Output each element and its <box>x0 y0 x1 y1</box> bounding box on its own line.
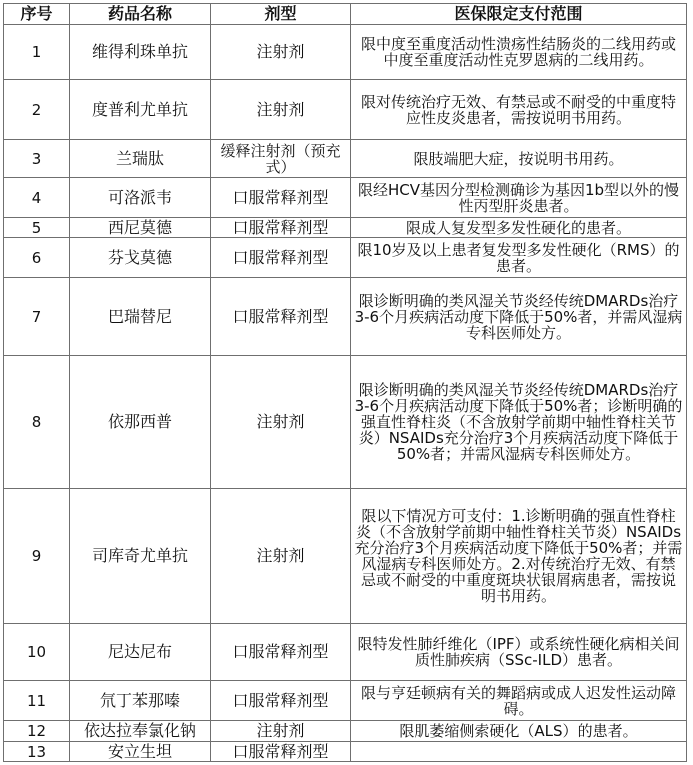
reimbursement-scope <box>351 742 687 762</box>
drug-name: 芬戈莫德 <box>70 238 211 278</box>
reimbursement-scope: 限肢端肥大症，按说明书用药。 <box>351 140 687 178</box>
row-index: 9 <box>4 489 70 624</box>
row-index: 4 <box>4 178 70 218</box>
drug-name: 维得利珠单抗 <box>70 25 211 80</box>
row-index: 8 <box>4 356 70 489</box>
reimbursement-scope: 限与亨廷顿病有关的舞蹈病或成人迟发性运动障碍。 <box>351 681 687 721</box>
table-row <box>4 278 687 356</box>
table-row <box>4 178 687 218</box>
drug-name: 氘丁苯那嗪 <box>70 681 211 721</box>
reimbursement-scope: 限成人复发型多发性硬化的患者。 <box>351 218 687 238</box>
reimbursement-scope: 限对传统治疗无效、有禁忌或不耐受的中重度特应性皮炎患者，需按说明书用药。 <box>351 80 687 140</box>
drug-reimbursement-table <box>3 3 687 762</box>
row-index: 6 <box>4 238 70 278</box>
reimbursement-scope: 限肌萎缩侧索硬化（ALS）的患者。 <box>351 721 687 742</box>
dosage-form: 注射剂 <box>211 80 351 140</box>
dosage-form: 口服常释剂型 <box>211 681 351 721</box>
reimbursement-table-container <box>3 3 686 762</box>
header-dosage-form: 剂型 <box>211 4 351 25</box>
dosage-form: 口服常释剂型 <box>211 278 351 356</box>
table-row <box>4 681 687 721</box>
table-row <box>4 140 687 178</box>
reimbursement-scope: 限10岁及以上患者复发型多发性硬化（RMS）的患者。 <box>351 238 687 278</box>
header-drug-name: 药品名称 <box>70 4 211 25</box>
reimbursement-scope: 限特发性肺纤维化（IPF）或系统性硬化病相关间质性肺疾病（SSc-ILD）患者。 <box>351 624 687 681</box>
row-index: 13 <box>4 742 70 762</box>
table-row <box>4 218 687 238</box>
row-index: 5 <box>4 218 70 238</box>
drug-name: 西尼莫德 <box>70 218 211 238</box>
drug-name: 安立生坦 <box>70 742 211 762</box>
row-index: 12 <box>4 721 70 742</box>
row-index: 7 <box>4 278 70 356</box>
drug-name: 度普利尤单抗 <box>70 80 211 140</box>
table-row <box>4 80 687 140</box>
row-index: 10 <box>4 624 70 681</box>
reimbursement-scope: 限经HCV基因分型检测确诊为基因1b型以外的慢性丙型肝炎患者。 <box>351 178 687 218</box>
reimbursement-scope: 限诊断明确的类风湿关节炎经传统DMARDs治疗3-6个月疾病活动度下降低于50%者；诊断明确的强直性脊柱炎（不含放射学前期中轴性脊柱关节炎）NSAIDs充分治疗3个月疾病活动度下降低于50%者；并需风湿病专科医师处方。 <box>351 356 687 489</box>
table-row <box>4 25 687 80</box>
drug-name: 巴瑞替尼 <box>70 278 211 356</box>
header-reimbursement-scope: 医保限定支付范围 <box>351 4 687 25</box>
reimbursement-scope: 限中度至重度活动性溃疡性结肠炎的二线用药或中度至重度活动性克罗恩病的二线用药。 <box>351 25 687 80</box>
row-index: 11 <box>4 681 70 721</box>
dosage-form: 口服常释剂型 <box>211 742 351 762</box>
table-row <box>4 356 687 489</box>
drug-name: 兰瑞肽 <box>70 140 211 178</box>
table-row <box>4 721 687 742</box>
row-index: 1 <box>4 25 70 80</box>
dosage-form: 口服常释剂型 <box>211 218 351 238</box>
dosage-form: 注射剂 <box>211 25 351 80</box>
drug-name: 尼达尼布 <box>70 624 211 681</box>
dosage-form: 缓释注射剂（预充式） <box>211 140 351 178</box>
drug-name: 可洛派韦 <box>70 178 211 218</box>
dosage-form: 注射剂 <box>211 489 351 624</box>
table-row <box>4 489 687 624</box>
table-header-row <box>4 4 687 25</box>
header-index: 序号 <box>4 4 70 25</box>
dosage-form: 口服常释剂型 <box>211 624 351 681</box>
drug-name: 依那西普 <box>70 356 211 489</box>
reimbursement-scope: 限以下情况方可支付：1.诊断明确的强直性脊柱炎（不含放射学前期中轴性脊柱关节炎）NSAIDs充分治疗3个月疾病活动度下降低于50%者；并需风湿病专科医师处方。2.对传统治疗无效、有禁忌或不耐受的中重度斑块状银屑病患者，需按说明书用药。 <box>351 489 687 624</box>
row-index: 3 <box>4 140 70 178</box>
row-index: 2 <box>4 80 70 140</box>
dosage-form: 注射剂 <box>211 356 351 489</box>
table-row <box>4 742 687 762</box>
drug-name: 依达拉奉氯化钠 <box>70 721 211 742</box>
table-row <box>4 238 687 278</box>
dosage-form: 口服常释剂型 <box>211 238 351 278</box>
dosage-form: 注射剂 <box>211 721 351 742</box>
drug-name: 司库奇尤单抗 <box>70 489 211 624</box>
table-row <box>4 624 687 681</box>
dosage-form: 口服常释剂型 <box>211 178 351 218</box>
reimbursement-scope: 限诊断明确的类风湿关节炎经传统DMARDs治疗3-6个月疾病活动度下降低于50%者，并需风湿病专科医师处方。 <box>351 278 687 356</box>
